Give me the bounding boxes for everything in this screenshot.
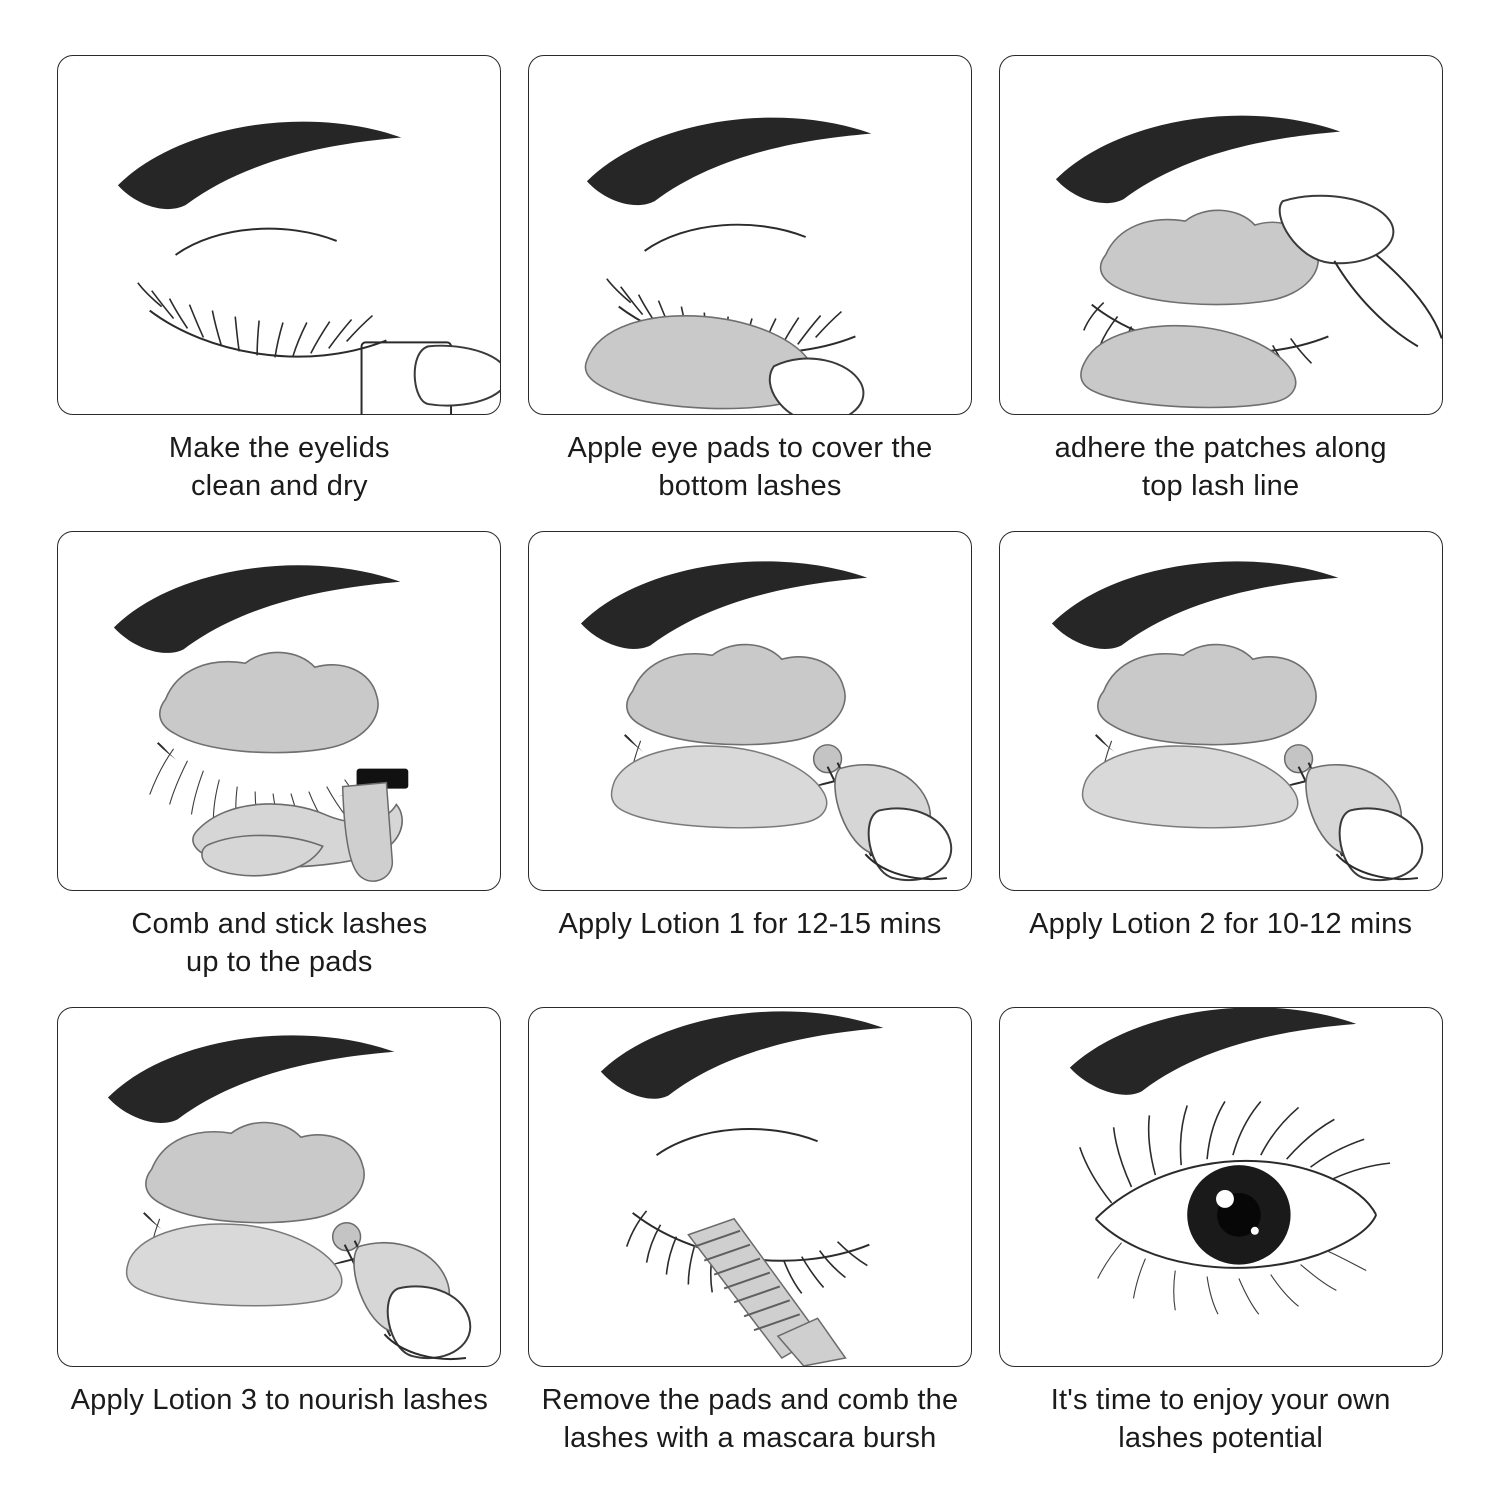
step-3-caption: [1055, 429, 1387, 506]
mascara-brush-comb-lashes-icon: [529, 1008, 971, 1366]
step-7: [55, 1007, 504, 1475]
step-2-illustration: [528, 55, 972, 415]
caption-line: It's time to enjoy your own: [1050, 1384, 1391, 1416]
step-6: [996, 531, 1445, 999]
step-5: [526, 531, 975, 999]
step-2-caption: [568, 429, 933, 506]
step-3: [996, 55, 1445, 523]
caption-line: top lash line: [1141, 470, 1300, 503]
caption-line: Apply Lotion 3 to nourish lashes: [70, 1384, 489, 1416]
step-9-caption: [1051, 1381, 1391, 1458]
step-1-illustration: [57, 55, 501, 415]
step-2: [526, 55, 975, 523]
apply-lotion-3-microbrush-icon: [58, 1008, 500, 1366]
step-4-illustration: [57, 531, 501, 891]
caption-line: lashes with a mascara bursh: [563, 1422, 937, 1455]
step-7-caption: [71, 1381, 489, 1419]
apply-lotion-1-microbrush-icon: [529, 532, 971, 890]
caption-line: adhere the patches along: [1054, 432, 1387, 464]
eye-closed-with-lower-eye-pad-icon: [529, 56, 971, 414]
step-9-illustration: [999, 1007, 1443, 1367]
caption-line: bottom lashes: [658, 470, 842, 503]
caption-line: lashes potential: [1118, 1422, 1324, 1455]
step-4-caption: [131, 905, 427, 982]
comb-lashes-onto-pad-icon: [58, 532, 500, 890]
step-4: [55, 531, 504, 999]
caption-line: up to the pads: [186, 946, 373, 979]
caption-line: Apply Lotion 2 for 10-12 mins: [1029, 908, 1413, 940]
step-8: [526, 1007, 975, 1475]
caption-line: clean and dry: [190, 470, 368, 503]
step-9: [996, 1007, 1445, 1475]
caption-line: Make the eyelids: [168, 432, 390, 464]
step-8-caption: [542, 1381, 959, 1458]
caption-line: Apply Lotion 1 for 12-15 mins: [558, 908, 942, 940]
step-6-caption: [1029, 905, 1412, 943]
step-5-illustration: [528, 531, 972, 891]
step-1: [55, 55, 504, 523]
open-eye-with-lifted-lashes-icon: [1000, 1008, 1442, 1366]
steps-grid: [55, 55, 1445, 1475]
eye-with-upper-patch-and-finger-icon: [1000, 56, 1442, 414]
caption-line: Comb and stick lashes: [131, 908, 428, 940]
apply-lotion-2-microbrush-icon: [1000, 532, 1442, 890]
step-7-illustration: [57, 1007, 501, 1367]
step-1-caption: [169, 429, 390, 506]
caption-line: Apple eye pads to cover the: [567, 432, 933, 464]
caption-line: Remove the pads and comb the: [541, 1384, 959, 1416]
step-6-illustration: [999, 531, 1443, 891]
step-8-illustration: [528, 1007, 972, 1367]
eye-closed-with-cleaning-pad-icon: [58, 56, 500, 414]
step-5-caption: [558, 905, 941, 943]
step-3-illustration: [999, 55, 1443, 415]
